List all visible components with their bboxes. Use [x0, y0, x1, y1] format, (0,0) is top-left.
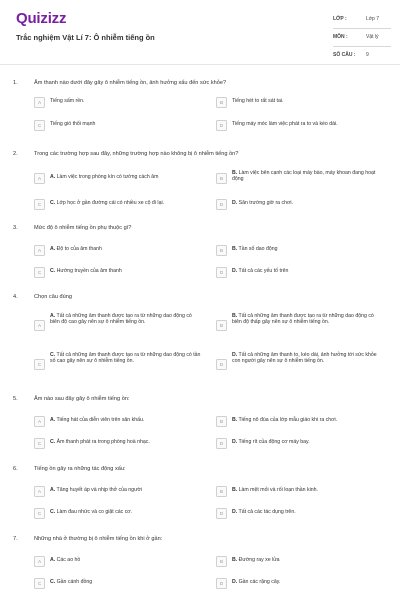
- question-text: Âm thanh nào dưới đây gây ô nhiễm tiếng ồn, ảnh hưởng xấu đến sức khỏe?: [34, 80, 227, 86]
- option-letter-box: B: [216, 556, 227, 567]
- option-letter-box: C: [34, 199, 45, 210]
- option-text: [50, 268, 122, 274]
- meta-key: LỚP :: [333, 16, 347, 22]
- option-body: Làm mệt mỏi và rối loạn thần kinh.: [238, 487, 318, 493]
- option-text: [50, 200, 202, 206]
- option-body: Tiếng hét to rất sát tai.: [232, 98, 284, 104]
- question-number: 6.: [13, 466, 18, 472]
- option-body: Tiếng máy móc làm việc phát ra to và kéo dài.: [232, 121, 338, 127]
- option-text: [50, 313, 202, 326]
- answer-option[interactable]: [216, 486, 386, 496]
- answer-option[interactable]: [34, 199, 204, 209]
- option-letter-box: D: [216, 199, 227, 210]
- option-label: B.: [232, 246, 238, 252]
- answer-option[interactable]: [34, 120, 204, 130]
- option-letter-box: C: [34, 578, 45, 589]
- option-text: [50, 352, 202, 365]
- option-body: Tất cả những âm thanh được tạo ra từ những dao động có biên độ thấp gây nên sự ô nhiễm tiếng ồn.: [232, 313, 374, 326]
- option-body: Tất cả các tác dụng trên.: [238, 509, 296, 515]
- option-letter-box: D: [216, 359, 227, 370]
- option-label: D.: [232, 352, 238, 358]
- answer-option[interactable]: [216, 508, 386, 518]
- option-body: Âm thanh phát ra trong phòng hoà nhạc.: [56, 439, 150, 445]
- answer-option[interactable]: [216, 245, 386, 255]
- question-number: 2.: [13, 151, 18, 157]
- option-text: [232, 557, 280, 563]
- question-text: Chọn câu đúng: [34, 294, 72, 300]
- option-letter-box: B: [216, 486, 227, 497]
- quiz-title: Trắc nghiệm Vật Lí 7: Ô nhiễm tiếng ồn: [16, 33, 155, 42]
- meta-count-row: [333, 50, 391, 65]
- option-label: A.: [50, 174, 56, 180]
- meta-subject-row: [333, 32, 391, 47]
- option-body: Tiếng rít của động cơ máy bay.: [238, 439, 310, 445]
- option-text: [50, 174, 200, 180]
- meta-key: SỐ CÂU :: [333, 52, 356, 58]
- option-label: D.: [232, 268, 238, 274]
- question-number: 4.: [13, 294, 18, 300]
- option-body: Tất cả những âm thanh được tạo ra từ những dao động có tần số cao gây nên sự ô nhiễm tiếng ồn.: [50, 352, 201, 365]
- option-text: [50, 579, 92, 585]
- option-text: [232, 170, 384, 183]
- option-label: B.: [232, 313, 238, 319]
- option-body: Tiếng sấm rền.: [50, 98, 85, 104]
- option-text: [232, 98, 283, 104]
- answer-option[interactable]: [216, 97, 386, 107]
- option-body: Gần cánh đồng: [56, 579, 93, 585]
- option-label: A.: [50, 313, 56, 319]
- option-body: Gần các rặng cây.: [238, 579, 281, 585]
- option-label: D.: [232, 509, 238, 515]
- option-body: Làm việc trong phòng kín có tường cách âm: [56, 174, 159, 180]
- option-label: C.: [50, 509, 56, 515]
- option-letter-box: B: [216, 245, 227, 256]
- option-label: C.: [50, 268, 56, 274]
- option-text: [50, 509, 132, 515]
- answer-option[interactable]: [216, 312, 386, 328]
- meta-class-row: [333, 14, 391, 29]
- option-label: D.: [232, 579, 238, 585]
- option-letter-box: D: [216, 267, 227, 278]
- option-text: [232, 352, 384, 365]
- option-label: C.: [50, 579, 56, 585]
- question-text: Âm nào sau đây gây ô nhiễm tiếng ồn:: [34, 396, 130, 402]
- option-body: Tiếng nô đùa của lớp mẫu giáo khi ra chơi.: [238, 417, 338, 423]
- question-text: Trong các trường hợp sau đây, những trường hợp nào không bị ô nhiễm tiếng ồn?: [34, 151, 239, 157]
- option-text: [232, 268, 288, 274]
- option-text: [50, 417, 144, 423]
- meta-value: 9: [366, 52, 369, 58]
- answer-option[interactable]: [216, 416, 386, 426]
- option-label: A.: [50, 487, 56, 493]
- option-label: B.: [232, 170, 238, 176]
- answer-option[interactable]: [34, 486, 204, 496]
- question-number: 7.: [13, 536, 18, 542]
- question-text: Những nhà ở thường bị ô nhiễm tiếng ồn khi ở gần:: [34, 536, 163, 542]
- option-text: [232, 121, 338, 127]
- option-body: Làm việc bên cạnh các loại máy bào, máy khoan đang hoạt động: [232, 170, 376, 183]
- option-label: C.: [50, 439, 56, 445]
- option-body: Sân trường giờ ra chơi.: [238, 200, 293, 206]
- option-text: [50, 557, 80, 563]
- answer-option[interactable]: [216, 199, 386, 209]
- question-number: 5.: [13, 396, 18, 402]
- option-body: Các ao hồ: [56, 557, 81, 563]
- option-text: [50, 246, 102, 252]
- answer-option[interactable]: [34, 245, 204, 255]
- option-text: [232, 313, 384, 326]
- option-text: [232, 509, 296, 515]
- option-letter-box: B: [216, 416, 227, 427]
- option-body: Độ to của âm thanh: [56, 246, 102, 252]
- meta-value: Lớp 7: [366, 16, 380, 22]
- option-body: Tăng huyết áp và nhịp thở của người: [56, 487, 143, 493]
- option-text: [232, 487, 318, 493]
- option-letter-box: D: [216, 438, 227, 449]
- option-letter-box: D: [216, 120, 227, 131]
- answer-option[interactable]: [216, 169, 386, 183]
- answer-option[interactable]: [34, 578, 204, 588]
- option-letter-box: C: [34, 120, 45, 131]
- option-letter-box: B: [216, 320, 227, 331]
- option-body: Tất cả những âm thanh được tạo ra từ những dao động có biên độ cao gây nên sự ô nhiễm tiếng ồn.: [50, 313, 192, 326]
- answer-option[interactable]: [216, 578, 386, 588]
- option-label: B.: [232, 487, 238, 493]
- option-letter-box: B: [216, 97, 227, 108]
- option-text: [50, 121, 95, 127]
- option-body: Lớp học ở gần đường cái có nhiều xe cộ đi lại.: [56, 200, 165, 206]
- answer-option[interactable]: [216, 351, 386, 367]
- option-letter-box: A: [34, 320, 45, 331]
- quiz-meta: [333, 14, 391, 68]
- option-body: Tần số dao động: [238, 246, 278, 252]
- option-letter-box: A: [34, 556, 45, 567]
- answer-option[interactable]: [216, 556, 386, 566]
- question-number: 1.: [13, 80, 18, 86]
- option-body: Tất cả các yếu tố trên: [238, 268, 289, 274]
- answer-option[interactable]: [34, 173, 204, 183]
- option-text: [232, 246, 277, 252]
- option-text: [50, 439, 150, 445]
- option-body: Làm đau nhức và co giật các cơ.: [56, 509, 133, 515]
- answer-option[interactable]: [34, 312, 204, 328]
- option-label: A.: [50, 417, 56, 423]
- answer-option[interactable]: [34, 508, 204, 518]
- option-body: Tiếng hát của diễn viên trên sân khấu.: [56, 417, 145, 423]
- option-letter-box: C: [34, 438, 45, 449]
- option-letter-box: A: [34, 173, 45, 184]
- option-text: [50, 487, 142, 493]
- option-letter-box: A: [34, 486, 45, 497]
- option-letter-box: C: [34, 267, 45, 278]
- option-letter-box: A: [34, 245, 45, 256]
- option-label: A.: [50, 246, 56, 252]
- quiz-header: [0, 0, 400, 64]
- option-text: [232, 200, 293, 206]
- option-label: B.: [232, 417, 238, 423]
- option-label: A.: [50, 557, 56, 563]
- option-body: Hướng truyền của âm thanh: [56, 268, 122, 274]
- option-body: Tất cả những âm thanh to, kéo dài, ảnh hưởng tới sức khỏe con người gây nên sự ô nhiễm tiếng ồn.: [232, 352, 377, 365]
- question-text: Mức độ ô nhiễm tiếng ồn phụ thuộc gì?: [34, 225, 132, 231]
- option-letter-box: A: [34, 416, 45, 427]
- option-letter-box: D: [216, 508, 227, 519]
- option-text: [50, 98, 84, 104]
- answer-option[interactable]: [216, 120, 386, 130]
- answer-option[interactable]: [34, 556, 204, 566]
- answer-option[interactable]: [216, 267, 386, 277]
- answer-option[interactable]: [34, 267, 204, 277]
- option-text: [232, 439, 310, 445]
- quizizz-logo: Quizizz: [16, 10, 67, 27]
- option-letter-box: B: [216, 173, 227, 184]
- option-label: C.: [50, 352, 56, 358]
- option-label: D.: [232, 200, 238, 206]
- answer-option[interactable]: [216, 438, 386, 448]
- question-number: 3.: [13, 225, 18, 231]
- answer-option[interactable]: [34, 416, 204, 426]
- option-label: C.: [50, 200, 56, 206]
- option-letter-box: D: [216, 578, 227, 589]
- option-letter-box: C: [34, 508, 45, 519]
- option-letter-box: A: [34, 97, 45, 108]
- option-body: Tiếng gió thổi mạnh: [50, 121, 96, 127]
- answer-option[interactable]: [34, 351, 204, 367]
- answer-option[interactable]: [34, 97, 204, 107]
- header-divider: [0, 64, 400, 65]
- meta-value: Vật lý: [366, 34, 379, 40]
- option-body: Đường ray xe lửa: [238, 557, 280, 563]
- option-label: D.: [232, 439, 238, 445]
- option-text: [232, 579, 280, 585]
- option-letter-box: C: [34, 359, 45, 370]
- meta-key: MÔN :: [333, 34, 348, 40]
- question-text: Tiếng ồn gây ra những tác động xấu:: [34, 466, 126, 472]
- option-text: [232, 417, 337, 423]
- option-label: B.: [232, 557, 238, 563]
- answer-option[interactable]: [34, 438, 204, 448]
